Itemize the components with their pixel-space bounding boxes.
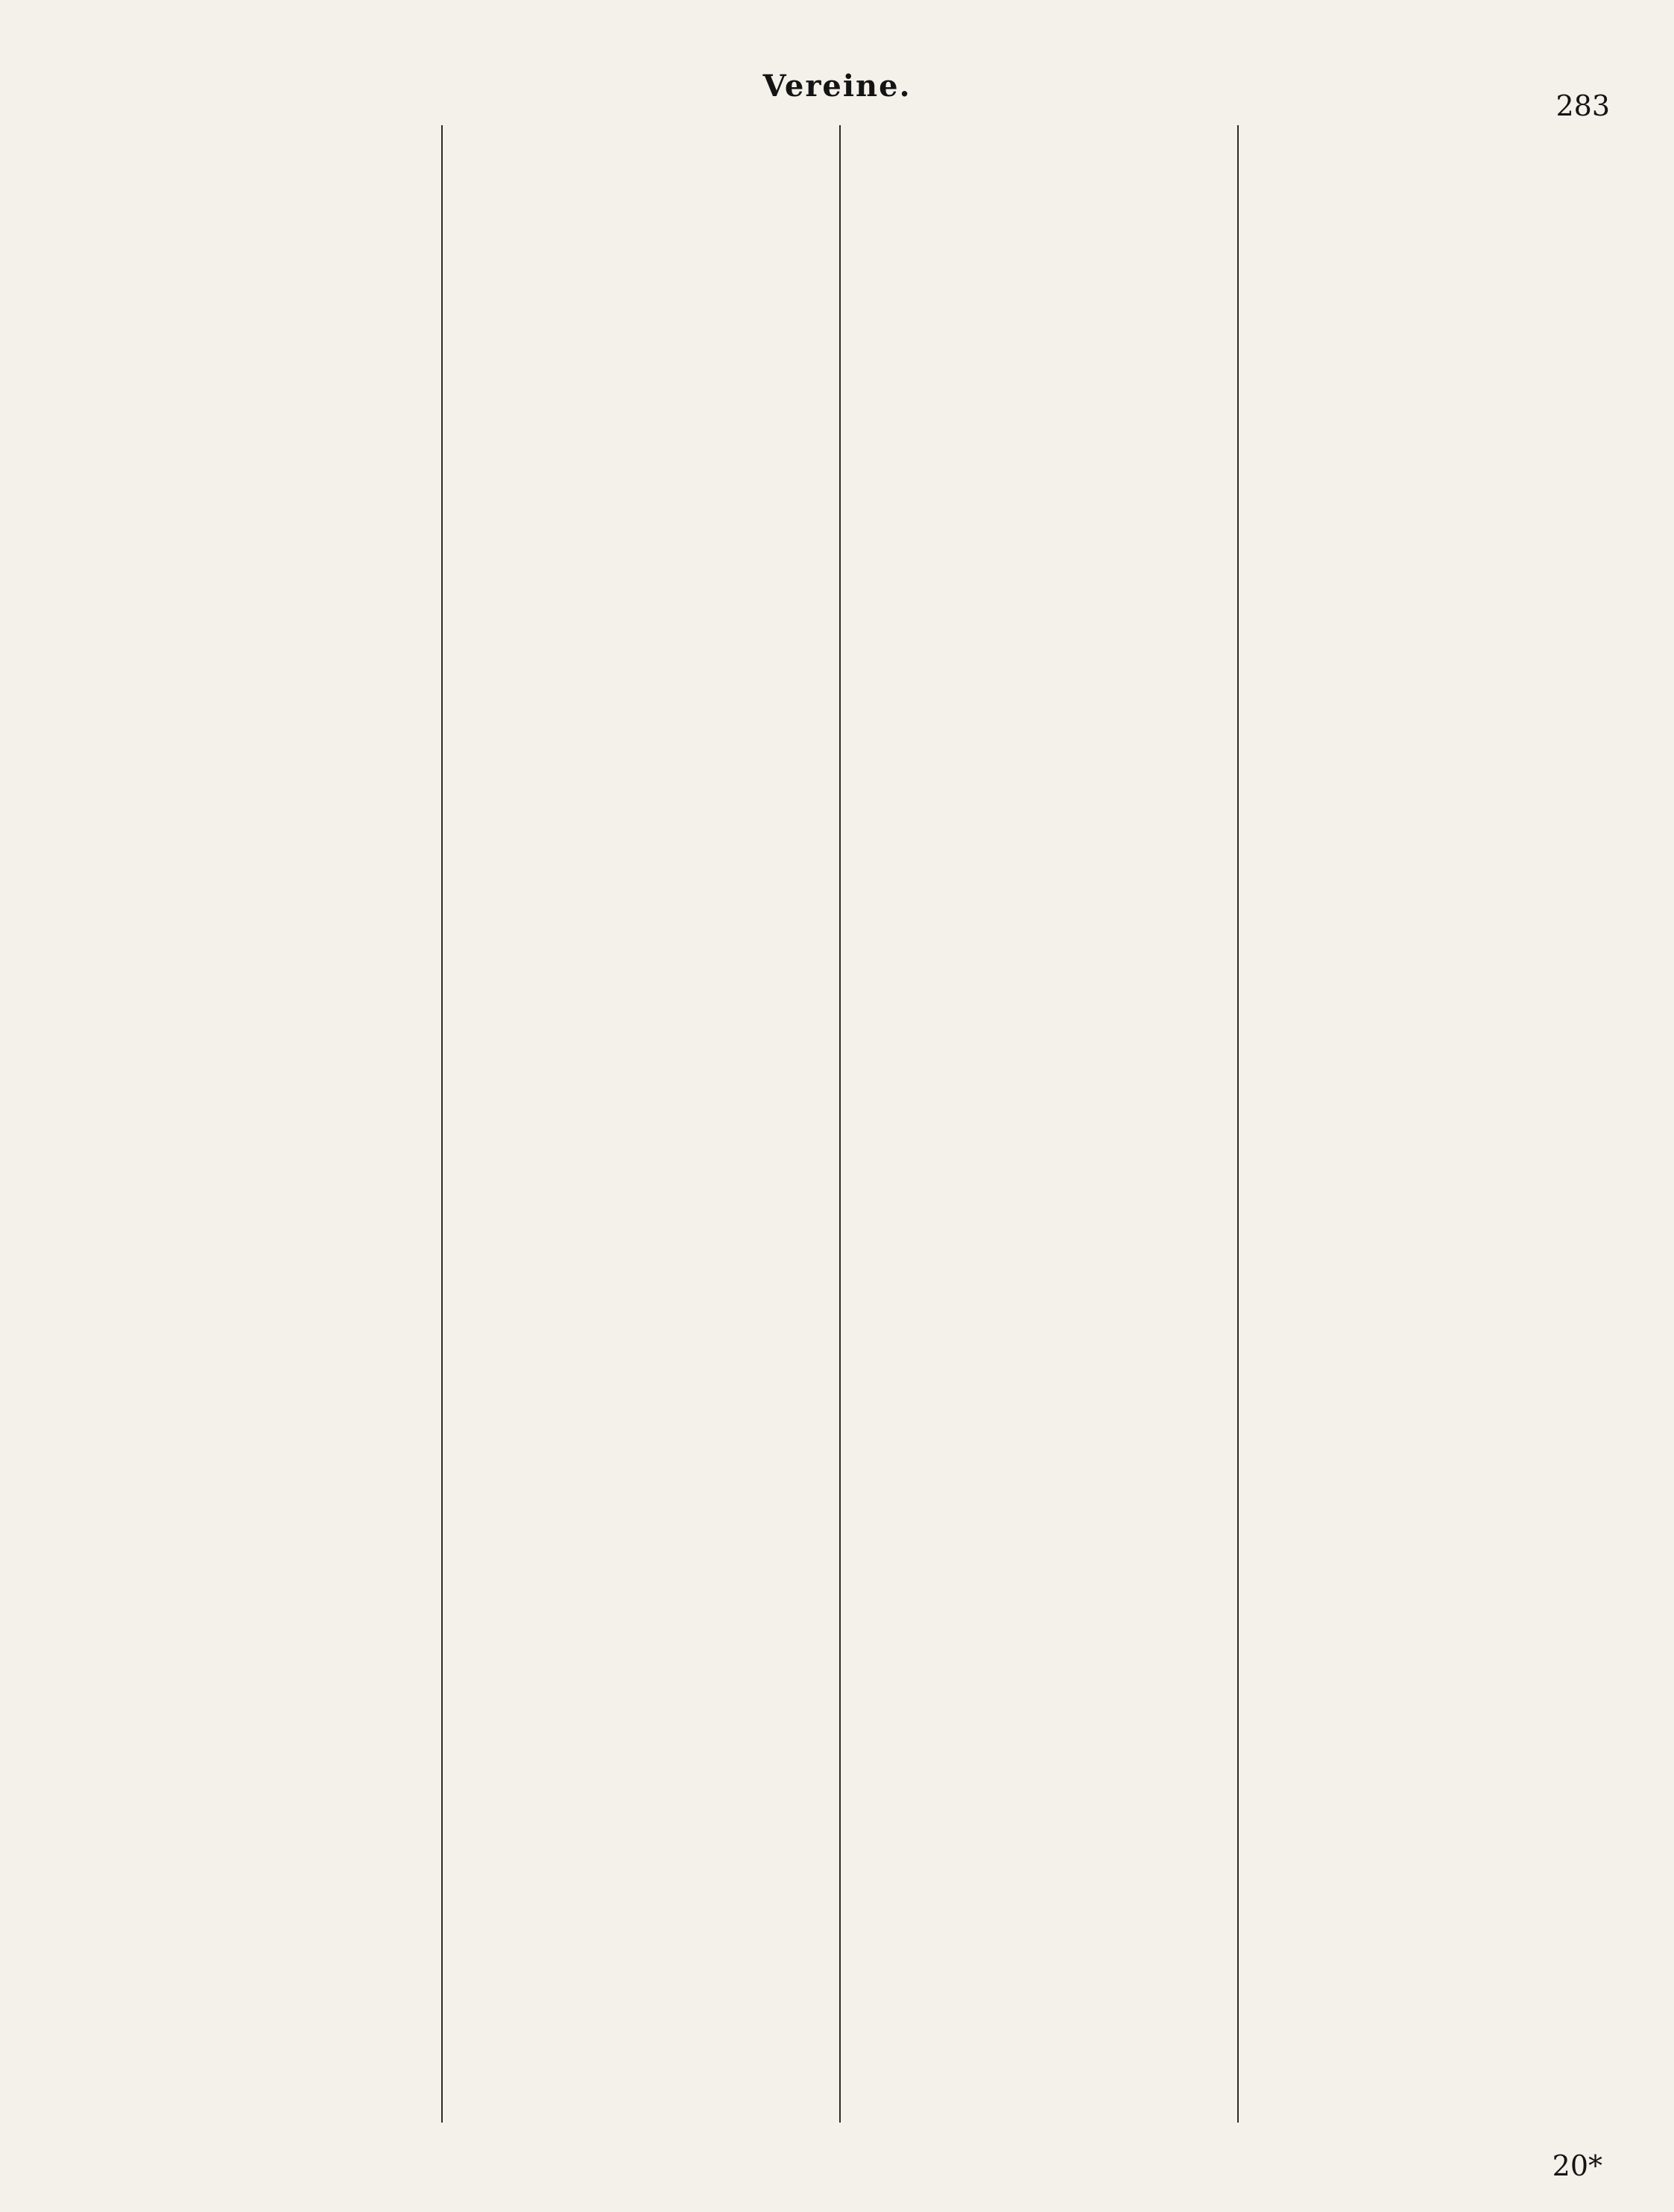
column-1 [43,125,422,2123]
text-columns [43,125,1616,2123]
column-4 [1237,125,1616,2123]
column-3 [839,125,1218,2123]
page-number: 283 [1555,89,1610,122]
running-head: Vereine. [762,69,912,104]
column-2 [441,125,820,2123]
signature-mark: 20* [1552,2149,1602,2182]
